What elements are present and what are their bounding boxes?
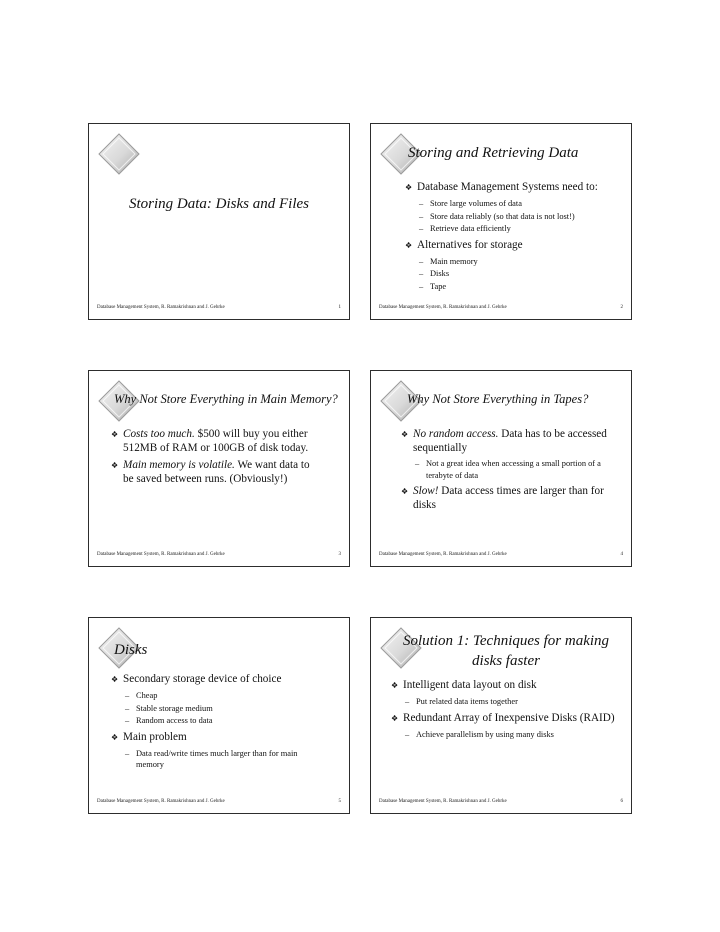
bullet: ❖ Costs too much. $500 will buy you either 512MB of RAM or 100GB of disk today.: [111, 428, 309, 454]
bullet: ❖ Main memory is volatile. We want data to be saved between runs. (Obviously!): [111, 459, 310, 485]
slide-footer: Database Management System, R. Ramakrishnan and J. Gehrke: [379, 799, 507, 804]
bullet-diamond-icon: ❖: [111, 675, 119, 684]
slide-number: 2: [620, 305, 623, 310]
slide-title: Disks: [114, 642, 148, 658]
slide-title-line: disks faster: [472, 653, 540, 669]
slide-body: [391, 678, 627, 741]
slide-2: [370, 123, 632, 320]
sub-bullet: – Put related data items together: [405, 697, 518, 706]
sub-bullet: – Achieve parallelism by using many disks: [405, 729, 554, 739]
slide-1: [88, 123, 350, 320]
slide-title: Why Not Store Everything in Tapes?: [407, 392, 589, 406]
bullet-diamond-icon: ❖: [391, 681, 399, 690]
slide-4: [370, 370, 632, 567]
slide-footer: Database Management System, R. Ramakrishnan and J. Gehrke: [379, 305, 507, 310]
bullet-diamond-icon: ❖: [391, 713, 399, 723]
slide-title: Storing Data: Disks and Files: [129, 196, 309, 212]
slide-5: [88, 617, 350, 814]
slide-title-line: Solution 1: Techniques for making: [402, 633, 610, 649]
bullet: ❖ Redundant Array of Inexpensive Disks (RAID): [391, 711, 615, 724]
sub-bullet: – Cheap: [125, 691, 158, 700]
sub-bullet: – Stable storage medium: [125, 703, 213, 713]
diamond-icon: [97, 132, 141, 176]
slide-body: [111, 427, 311, 489]
bullet: ❖ Alternatives for storage: [405, 238, 523, 251]
sub-bullet: – Disks: [419, 269, 450, 278]
sub-bullet: – Random access to data: [125, 716, 213, 725]
sub-bullet: – Retrieve data efficiently: [419, 224, 511, 233]
sub-bullet: – Main memory: [419, 256, 478, 266]
sub-bullet: – Data read/write times much larger than for main memory: [125, 748, 298, 769]
slide-footer: Database Management System, R. Ramakrishnan and J. Gehrke: [97, 799, 225, 804]
slide-footer: Database Management System, R. Ramakrishnan and J. Gehrke: [379, 552, 507, 557]
slide-6: [370, 617, 632, 814]
slide-number: 6: [620, 799, 623, 804]
bullet: ❖ Intelligent data layout on disk: [391, 679, 537, 691]
bullet-diamond-icon: ❖: [401, 430, 409, 439]
bullet-diamond-icon: ❖: [111, 732, 119, 742]
bullet-diamond-icon: ❖: [401, 487, 409, 496]
slide-number: 3: [338, 552, 341, 557]
bullet: ❖ Slow! Data access times are larger than for disks: [401, 485, 604, 511]
slide-title: Storing and Retrieving Data: [408, 145, 579, 161]
slide-title: Why Not Store Everything in Main Memory?: [114, 392, 338, 406]
bullet-diamond-icon: ❖: [405, 183, 413, 192]
sub-bullet: – Not a great idea when accessing a small portion of a terabyte of data: [415, 459, 601, 480]
bullet: ❖ Main problem: [111, 730, 187, 743]
sub-bullet: – Store large volumes of data: [419, 199, 522, 208]
slide-footer: Database Management System, R. Ramakrishnan and J. Gehrke: [97, 305, 225, 310]
bullet-diamond-icon: ❖: [405, 240, 413, 250]
sub-bullet: – Store data reliably (so that data is not lost!): [419, 211, 575, 221]
slide-body: [111, 672, 331, 772]
slide-number: 5: [338, 799, 341, 804]
bullet-diamond-icon: ❖: [111, 461, 119, 470]
slide-body: [405, 180, 627, 293]
slide-3: [88, 370, 350, 567]
bullet: ❖ Secondary storage device of choice: [111, 673, 282, 685]
slide-number: 1: [338, 305, 341, 310]
slide-footer: Database Management System, R. Ramakrishnan and J. Gehrke: [97, 552, 225, 557]
bullet: ❖ Database Management Systems need to:: [405, 181, 598, 193]
slide-number: 4: [620, 552, 623, 557]
slide-title: [397, 632, 615, 670]
bullet: ❖ No random access. Data has to be accessed sequentially: [401, 428, 607, 454]
sub-bullet: – Tape: [419, 281, 447, 291]
slide-body: [401, 427, 615, 515]
bullet-diamond-icon: ❖: [111, 430, 119, 439]
